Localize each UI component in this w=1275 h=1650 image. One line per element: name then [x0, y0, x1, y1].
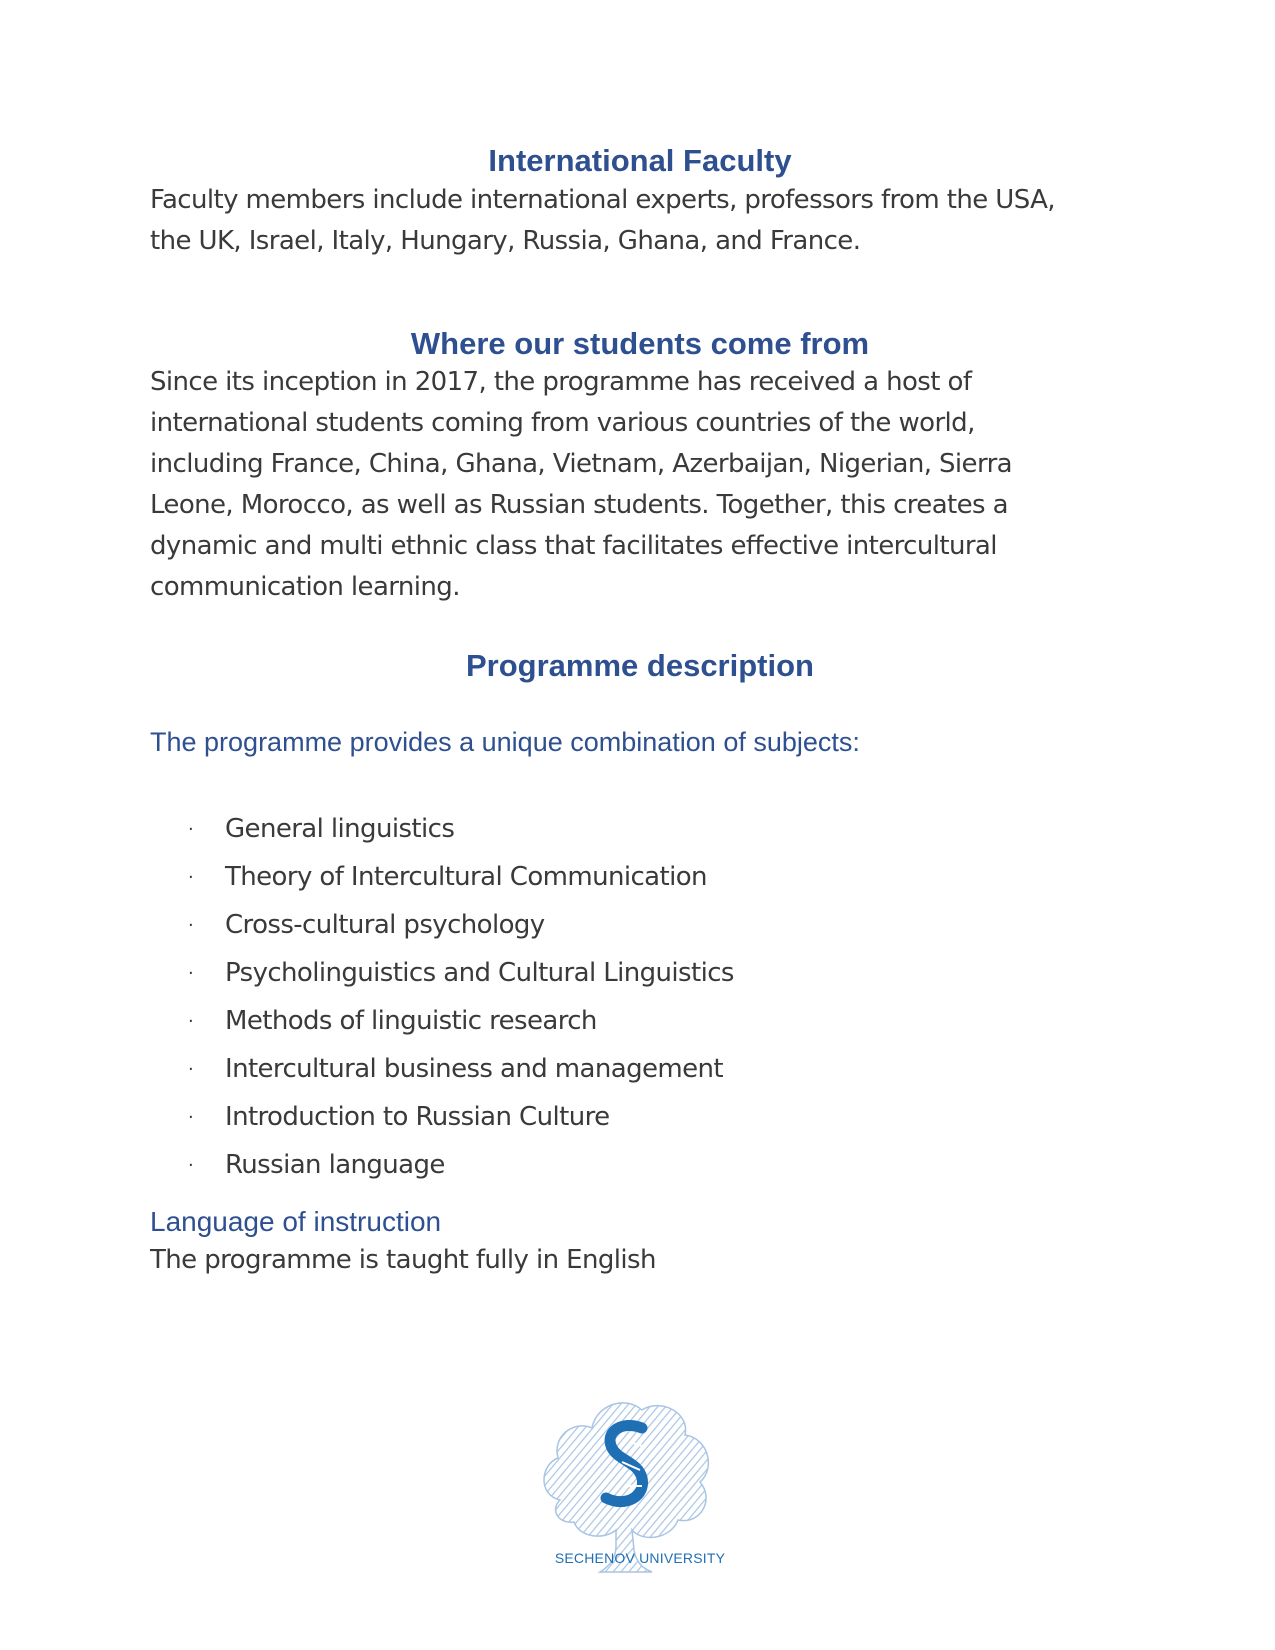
- students-line-1: Since its inception in 2017, the programme has received a host of: [150, 367, 972, 397]
- subject-label: Introduction to Russian Culture: [225, 1102, 610, 1132]
- list-item: [150, 1141, 734, 1189]
- subject-label: Psycholinguistics and Cultural Linguistics: [225, 958, 734, 988]
- subject-label: Intercultural business and management: [225, 1054, 723, 1084]
- document-page: [150, 0, 1130, 1650]
- heading-students-origin: Where our students come from: [410, 326, 870, 361]
- subject-label: Russian language: [225, 1150, 445, 1180]
- bullet-icon: ·: [188, 1058, 194, 1080]
- list-item: [150, 997, 734, 1045]
- faculty-line-1: Faculty members include international experts, professors from the USA,: [150, 185, 1055, 215]
- list-item: [150, 1093, 734, 1141]
- students-paragraph: [150, 362, 1130, 608]
- students-line-5: dynamic and multi ethnic class that facilitates effective intercultural: [150, 531, 997, 561]
- students-line-2: international students coming from various countries of the world,: [150, 408, 975, 438]
- subject-label: General linguistics: [225, 814, 455, 844]
- students-line-6: communication learning.: [150, 572, 460, 602]
- list-item: [150, 901, 734, 949]
- list-item: [150, 949, 734, 997]
- programme-intro: The programme provides a unique combination of subjects:: [150, 727, 860, 757]
- faculty-line-2: the UK, Israel, Italy, Hungary, Russia, Ghana, and France.: [150, 226, 861, 256]
- language-paragraph: The programme is taught fully in English: [150, 1245, 656, 1275]
- list-item: [150, 1045, 734, 1093]
- heading-programme-description: Programme description: [466, 648, 814, 683]
- logo-caption: SECHENOV UNIVERSITY: [554, 1550, 726, 1566]
- subject-label: Theory of Intercultural Communication: [225, 862, 707, 892]
- subject-list: [150, 805, 734, 1189]
- bullet-icon: ·: [188, 1106, 194, 1128]
- subject-label: Methods of linguistic research: [225, 1006, 597, 1036]
- bullet-icon: ·: [188, 866, 194, 888]
- list-item: [150, 853, 734, 901]
- bullet-icon: ·: [188, 962, 194, 984]
- list-item: [150, 805, 734, 853]
- bullet-icon: ·: [188, 1154, 194, 1176]
- bullet-icon: ·: [188, 818, 194, 840]
- bullet-icon: ·: [188, 1010, 194, 1032]
- students-line-4: Leone, Morocco, as well as Russian students. Together, this creates a: [150, 490, 1008, 520]
- students-line-3: including France, China, Ghana, Vietnam, Azerbaijan, Nigerian, Sierra: [150, 449, 1012, 479]
- heading-international-faculty: International Faculty: [488, 143, 792, 178]
- faculty-paragraph: [150, 180, 1130, 262]
- bullet-icon: ·: [188, 914, 194, 936]
- language-heading: Language of instruction: [150, 1206, 442, 1237]
- subject-label: Cross-cultural psychology: [225, 910, 545, 940]
